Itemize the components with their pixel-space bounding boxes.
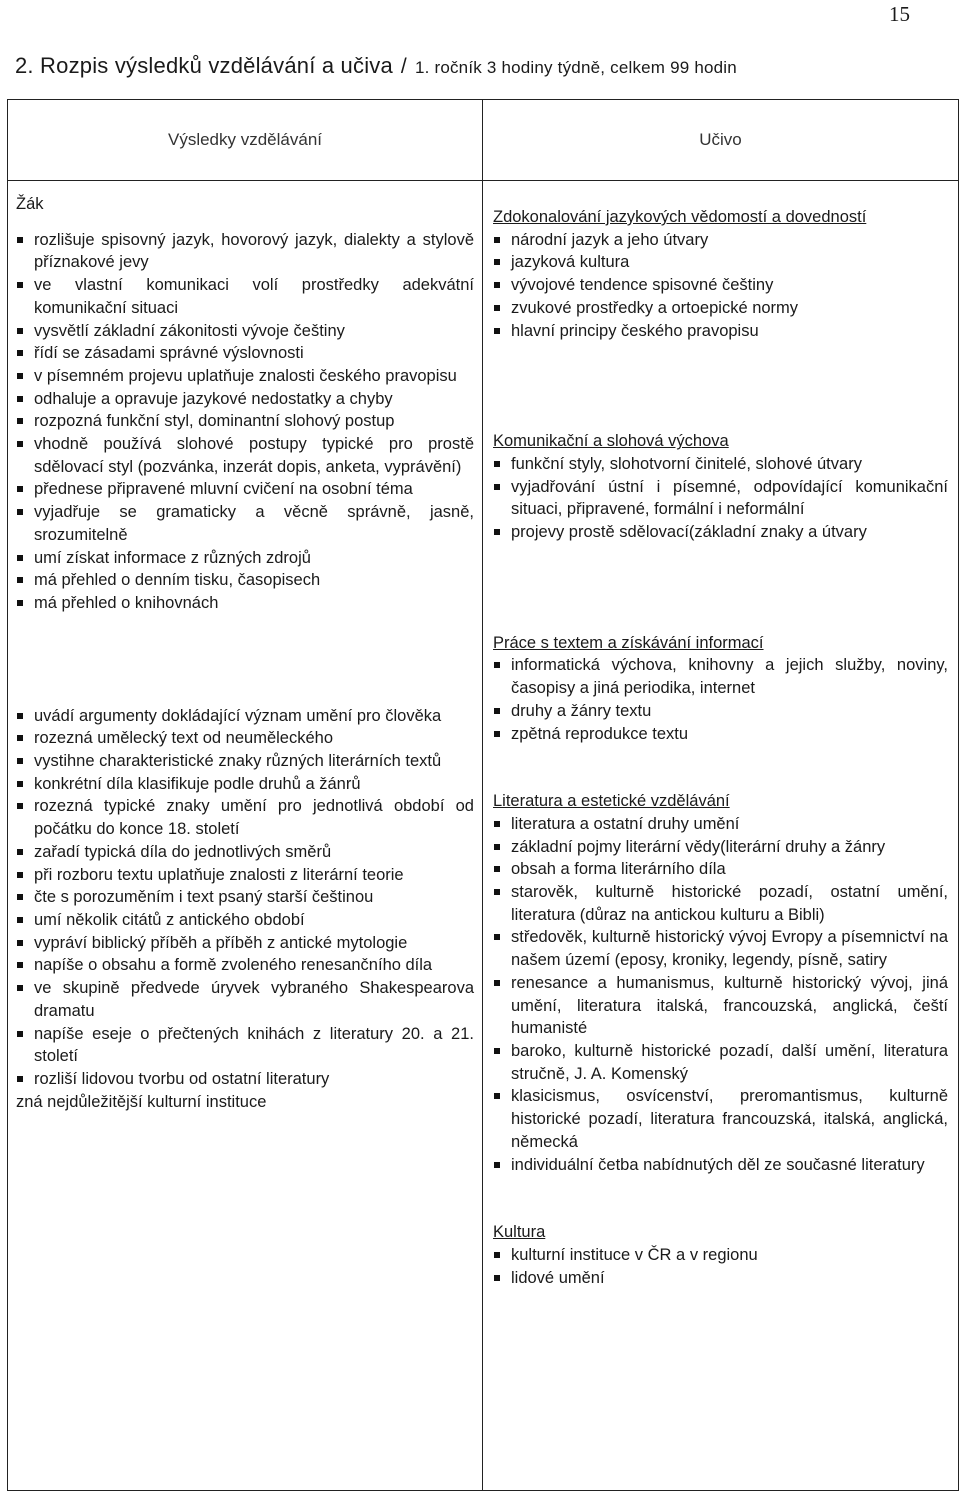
list-item: projevy prostě sdělovací(základní znaky a útvary	[493, 521, 948, 544]
section-items	[493, 1244, 948, 1289]
curriculum-table	[7, 99, 959, 1491]
list-item: v písemném projevu uplatňuje znalosti českého pravopisu	[16, 365, 474, 388]
list-item: středověk, kulturně historický vývoj Evropy a písemnictví na našem území (eposy, kroniky, legendy, písně, satiry	[493, 926, 948, 971]
curriculum-section	[493, 632, 948, 746]
curriculum-section	[493, 790, 948, 1176]
list-item: zvukové prostředky a ortoepické normy	[493, 297, 948, 320]
heading-main: 2. Rozpis výsledků vzdělávání a učiva	[15, 53, 393, 78]
curriculum-section	[493, 206, 948, 342]
list-item: umí několik citátů z antického období	[16, 909, 474, 932]
list-item: má přehled o knihovnách	[16, 592, 474, 615]
list-item: odhaluje a opravuje jazykové nedostatky a chyby	[16, 388, 474, 411]
list-item: uvádí argumenty dokládající význam umění pro člověka	[16, 705, 474, 728]
list-item: kulturní instituce v ČR a v regionu	[493, 1244, 948, 1267]
list-item: zpětná reprodukce textu	[493, 723, 948, 746]
section-items	[493, 654, 948, 745]
list-item: rozezná typické znaky umění pro jednotlivá období od počátku do konce 18. století	[16, 795, 474, 840]
list-item: řídí se zásadami správné výslovnosti	[16, 342, 474, 365]
list-item: vyjadřuje se gramaticky a věcně správně, jasně, srozumitelně	[16, 501, 474, 546]
list-item: čte s porozuměním i text psaný starší češtinou	[16, 886, 474, 909]
list-item: lidové umění	[493, 1267, 948, 1290]
list-item: klasicismus, osvícenství, preromantismus, kulturně historické pozadí, literatura francouzská, italská, anglická, německá	[493, 1085, 948, 1153]
header-curriculum: Učivo	[483, 100, 959, 181]
list-item: národní jazyk a jeho útvary	[493, 229, 948, 252]
outcomes-language-list	[16, 229, 474, 615]
list-item: konkrétní díla klasifikuje podle druhů a žánrů	[16, 773, 474, 796]
list-item: obsah a forma literárního díla	[493, 858, 948, 881]
list-item: rozliší lidovou tvorbu od ostatní literatury	[16, 1068, 474, 1091]
section-items	[493, 453, 948, 544]
list-item: rozpozná funkční styl, dominantní slohový postup	[16, 410, 474, 433]
list-item: zařadí typická díla do jednotlivých směrů	[16, 841, 474, 864]
list-item: vyjadřování ústní i písemné, odpovídající komunikační situaci, připravené, formální i neformální	[493, 476, 948, 521]
section-title: Literatura a estetické vzdělávání	[493, 792, 730, 811]
list-item: napíše o obsahu a formě zvoleného renesančního díla	[16, 954, 474, 977]
list-item: vypráví biblický příběh a příběh z antické mytologie	[16, 932, 474, 955]
list-item: napíše eseje o přečtených knihách z literatury 20. a 21. století	[16, 1023, 474, 1068]
list-item: základní pojmy literární vědy(literární druhy a žánry	[493, 836, 948, 859]
pupil-label: Žák	[16, 195, 44, 213]
list-item: druhy a žánry textu	[493, 700, 948, 723]
page-number: 15	[889, 2, 910, 26]
list-item: starověk, kulturně historické pozadí, ostatní umění, literatura (důraz na antickou kulturu a Bibli)	[493, 881, 948, 926]
learning-outcomes-cell	[8, 181, 483, 1491]
curriculum-section	[493, 430, 948, 544]
list-item: má přehled o denním tisku, časopisech	[16, 569, 474, 592]
outcomes-literature-list	[16, 705, 474, 1091]
list-item: vhodně používá slohové postupy typické pro prostě sdělovací styl (pozvánka, inzerát dopis, anketa, vyprávění)	[16, 433, 474, 478]
page-heading	[15, 53, 737, 79]
curriculum-cell	[483, 181, 959, 1491]
list-item: informatická výchova, knihovny a jejich služby, noviny, časopisy a jiná periodika, internet	[493, 654, 948, 699]
list-item: funkční styly, slohotvorní činitelé, slohové útvary	[493, 453, 948, 476]
section-title: Práce s textem a získávání informací	[493, 633, 764, 652]
list-item: renesance a humanismus, kulturně historický vývoj, jiná umění, literatura italská, francouzská, anglická, čeští humanisté	[493, 972, 948, 1040]
section-items	[493, 229, 948, 343]
list-item: vystihne charakteristické znaky různých literárních textů	[16, 750, 474, 773]
heading-sub: 1. ročník 3 hodiny týdně, celkem 99 hodin	[414, 58, 737, 77]
list-item: individuální četba nabídnutých děl ze současné literatury	[493, 1154, 948, 1177]
list-item: literatura a ostatní druhy umění	[493, 813, 948, 836]
curriculum-section	[493, 1221, 948, 1289]
list-item: baroko, kulturně historické pozadí, další umění, literatura stručně, J. A. Komenský	[493, 1040, 948, 1085]
list-item: přednese připravené mluvní cvičení na osobní téma	[16, 478, 474, 501]
list-item: ve vlastní komunikaci volí prostředky adekvátní komunikační situaci	[16, 274, 474, 319]
section-title: Zdokonalování jazykových vědomostí a dovedností	[493, 208, 867, 226]
list-item: vývojové tendence spisovné češtiny	[493, 274, 948, 297]
list-item: hlavní principy českého pravopisu	[493, 320, 948, 343]
section-title: Komunikační a slohová výchova	[493, 432, 729, 451]
list-item: rozezná umělecký text od neuměleckého	[16, 727, 474, 750]
section-items	[493, 813, 948, 1176]
list-item: zná nejdůležitější kulturní instituce	[16, 1092, 267, 1111]
list-item: umí získat informace z různých zdrojů	[16, 547, 474, 570]
heading-separator: /	[400, 55, 407, 78]
list-item: při rozboru textu uplatňuje znalosti z literární teorie	[16, 864, 474, 887]
list-item: ve skupině předvede úryvek vybraného Shakespearova dramatu	[16, 977, 474, 1022]
list-item: vysvětlí základní zákonitosti vývoje češtiny	[16, 320, 474, 343]
list-item: jazyková kultura	[493, 251, 948, 274]
header-learning-outcomes: Výsledky vzdělávání	[8, 100, 483, 181]
section-title: Kultura	[493, 1223, 546, 1242]
list-item: rozlišuje spisovný jazyk, hovorový jazyk, dialekty a stylově příznakové jevy	[16, 229, 474, 274]
